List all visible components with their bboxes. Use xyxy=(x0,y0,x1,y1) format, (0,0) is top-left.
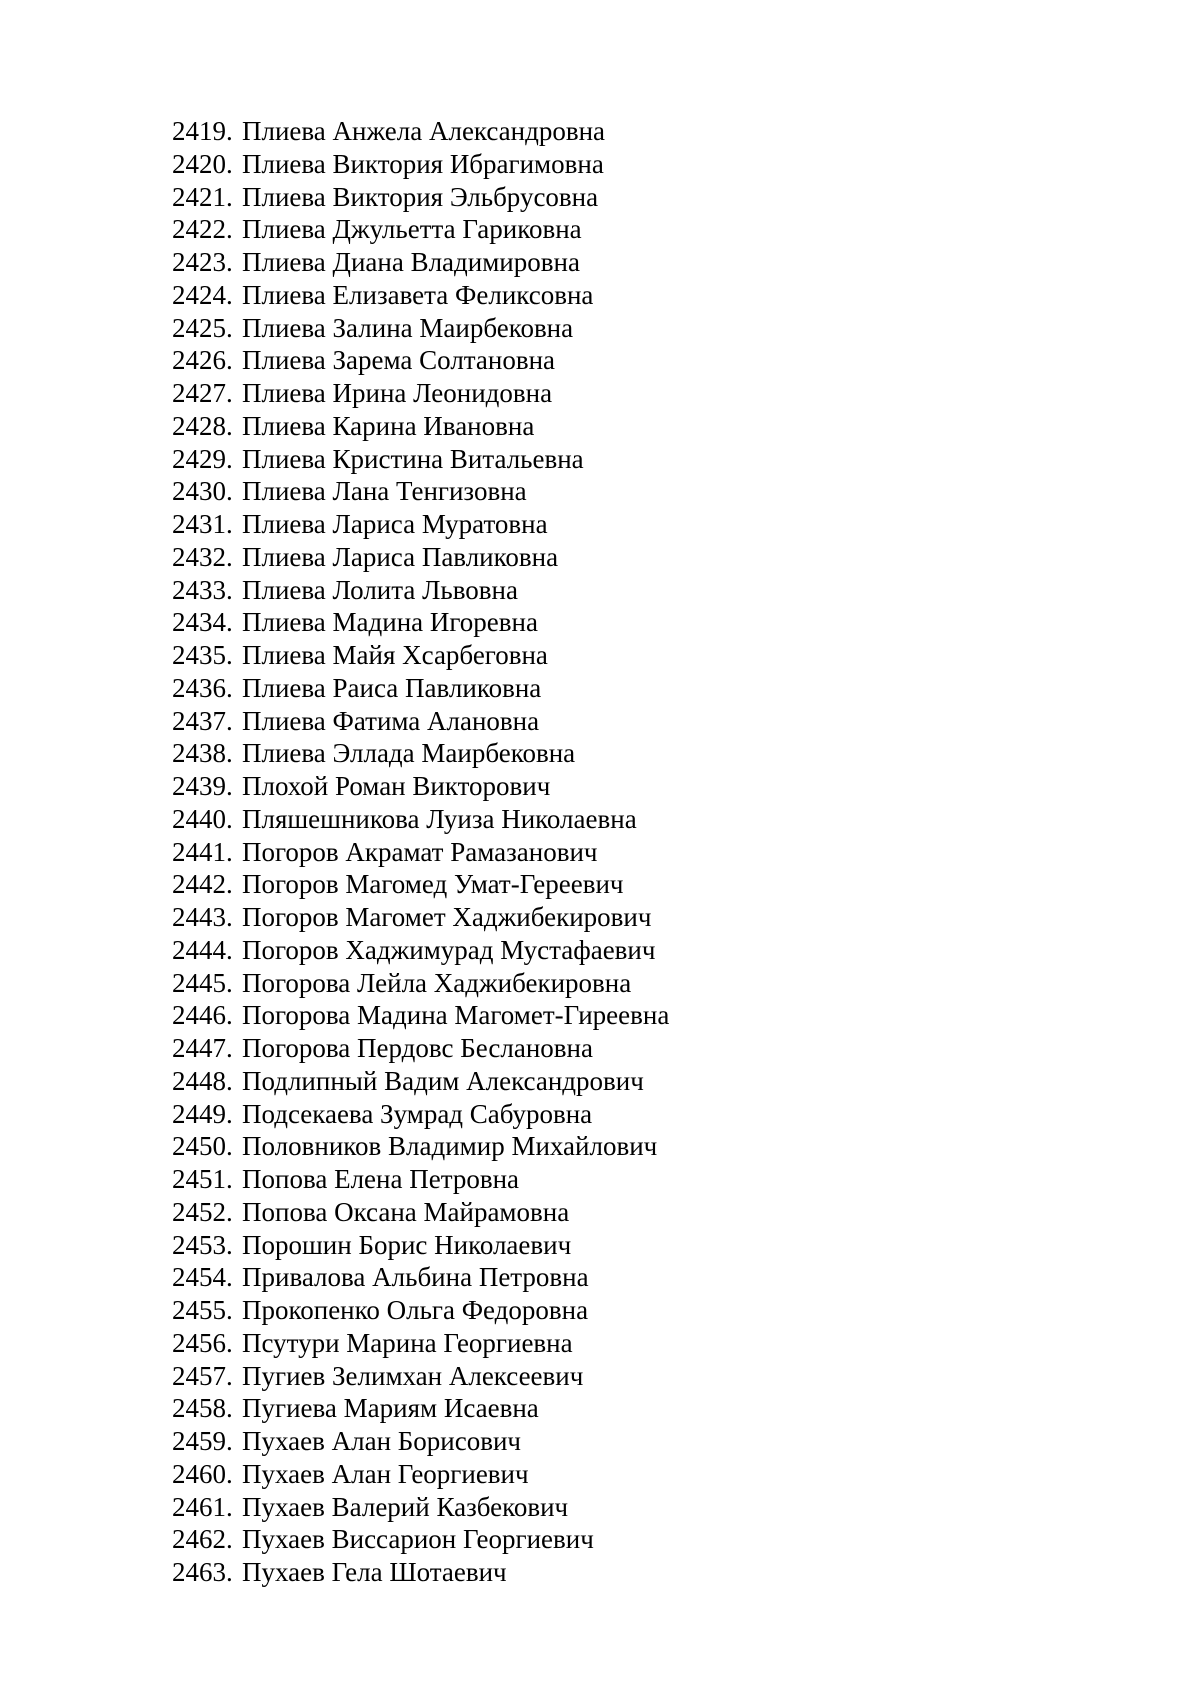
entry-name: Плиева Джульетта Гариковна xyxy=(242,214,582,245)
entry-number: 2458. xyxy=(172,1393,233,1424)
entry-number: 2441. xyxy=(172,836,233,867)
list-item xyxy=(172,934,669,967)
list-item xyxy=(172,1130,669,1163)
list-item xyxy=(172,1523,669,1556)
list-item xyxy=(172,967,669,1000)
entry-name: Пухаев Алан Борисович xyxy=(242,1426,521,1456)
entry-name: Плиева Виктория Ибрагимовна xyxy=(242,148,604,179)
list-item xyxy=(172,410,669,443)
entry-number: 2463. xyxy=(172,1557,233,1587)
entry-number: 2423. xyxy=(172,247,233,277)
entry-number: 2443. xyxy=(172,902,233,932)
entry-name: Погоров Акрамат Рамазанович xyxy=(242,836,598,867)
entry-name: Плиева Майя Хсарбеговна xyxy=(242,640,548,670)
entry-number: 2430. xyxy=(172,476,233,507)
entry-name: Попова Елена Петровна xyxy=(242,1164,520,1194)
list-item xyxy=(172,836,669,869)
entry-number: 2455. xyxy=(172,1295,233,1325)
list-item xyxy=(172,443,669,476)
entry-number: 2439. xyxy=(172,771,233,801)
entry-name: Пухаев Алан Георгиевич xyxy=(242,1458,529,1489)
entry-number: 2445. xyxy=(172,967,233,998)
list-item xyxy=(172,999,669,1032)
entry-number: 2460. xyxy=(172,1458,233,1489)
entry-name: Плиева Кристина Витальевна xyxy=(242,443,584,474)
list-item xyxy=(172,1098,669,1131)
entry-name: Пугиев Зелимхан Алексеевич xyxy=(242,1360,584,1391)
entry-number: 2434. xyxy=(172,607,233,638)
entry-name: Плиева Эллада Маирбековна xyxy=(242,738,576,769)
list-item xyxy=(172,1163,669,1196)
entry-name: Порошин Борис Николаевич xyxy=(242,1229,572,1260)
list-item xyxy=(172,1327,669,1360)
entry-number: 2425. xyxy=(172,312,233,343)
name-list xyxy=(172,115,669,1589)
entry-name: Погоров Магомет Хаджибекирович xyxy=(242,902,652,932)
entry-name: Плиева Зарема Солтановна xyxy=(242,345,556,376)
list-item xyxy=(172,475,669,508)
entry-number: 2429. xyxy=(172,443,233,474)
list-item xyxy=(172,1425,669,1458)
entry-number: 2432. xyxy=(172,541,233,572)
entry-name: Плиева Залина Маирбековна xyxy=(242,312,574,343)
entry-name: Плиева Лолита Львовна xyxy=(242,574,518,605)
list-item xyxy=(172,574,669,607)
entry-number: 2421. xyxy=(172,181,233,212)
entry-number: 2461. xyxy=(172,1491,233,1522)
entry-name: Пухаев Гела Шотаевич xyxy=(242,1557,507,1587)
entry-number: 2446. xyxy=(172,1000,233,1031)
list-item xyxy=(172,148,669,181)
entry-number: 2456. xyxy=(172,1327,233,1358)
entry-name: Подлипный Вадим Александрович xyxy=(242,1065,644,1096)
entry-name: Пляшешникова Луиза Николаевна xyxy=(242,803,637,834)
entry-number: 2428. xyxy=(172,410,233,441)
list-item xyxy=(172,1229,669,1262)
list-item xyxy=(172,868,669,901)
entry-name: Псутури Марина Георгиевна xyxy=(242,1327,573,1358)
entry-name: Погоров Хаджимурад Мустафаевич xyxy=(242,934,656,965)
entry-name: Плиева Виктория Эльбрусовна xyxy=(242,181,599,212)
entry-number: 2448. xyxy=(172,1065,233,1096)
entry-name: Прокопенко Ольга Федоровна xyxy=(242,1295,589,1325)
list-item xyxy=(172,312,669,345)
entry-number: 2459. xyxy=(172,1426,233,1456)
list-item xyxy=(172,1360,669,1393)
entry-number: 2450. xyxy=(172,1131,233,1162)
entry-number: 2449. xyxy=(172,1098,233,1129)
entry-number: 2419. xyxy=(172,116,233,146)
list-item xyxy=(172,1032,669,1065)
entry-number: 2438. xyxy=(172,738,233,769)
list-item xyxy=(172,639,669,672)
list-item xyxy=(172,1458,669,1491)
entry-number: 2420. xyxy=(172,148,233,179)
list-item xyxy=(172,1196,669,1229)
list-item xyxy=(172,115,669,148)
entry-number: 2431. xyxy=(172,509,233,539)
list-item xyxy=(172,1294,669,1327)
list-item xyxy=(172,901,669,934)
list-item xyxy=(172,1556,669,1589)
entry-number: 2444. xyxy=(172,934,233,965)
list-item xyxy=(172,1065,669,1098)
entry-name: Пухаев Виссарион Георгиевич xyxy=(242,1524,594,1555)
list-item xyxy=(172,213,669,246)
list-item xyxy=(172,541,669,574)
entry-name: Погорова Мадина Магомет-Гиреевна xyxy=(242,1000,670,1031)
entry-name: Плиева Лана Тенгизовна xyxy=(242,476,527,507)
entry-number: 2440. xyxy=(172,803,233,834)
list-item xyxy=(172,770,669,803)
entry-name: Попова Оксана Майрамовна xyxy=(242,1196,570,1227)
list-item xyxy=(172,344,669,377)
list-item xyxy=(172,705,669,738)
entry-name: Плиева Елизавета Феликсовна xyxy=(242,279,594,310)
list-item xyxy=(172,246,669,279)
entry-number: 2435. xyxy=(172,640,233,670)
entry-name: Плиева Диана Владимировна xyxy=(242,247,580,277)
list-item xyxy=(172,377,669,410)
entry-number: 2462. xyxy=(172,1524,233,1555)
list-item xyxy=(172,508,669,541)
entry-name: Пугиева Мариям Исаевна xyxy=(242,1393,539,1424)
list-item xyxy=(172,737,669,770)
entry-name: Погоров Магомед Умат-Гереевич xyxy=(242,869,624,900)
entry-name: Плиева Раиса Павликовна xyxy=(242,672,542,703)
list-item xyxy=(172,672,669,705)
list-item xyxy=(172,181,669,214)
entry-name: Плиева Анжела Александровна xyxy=(242,116,606,146)
list-item xyxy=(172,279,669,312)
entry-number: 2433. xyxy=(172,574,233,605)
entry-number: 2451. xyxy=(172,1164,233,1194)
entry-number: 2453. xyxy=(172,1229,233,1260)
entry-name: Плиева Лариса Павликовна xyxy=(242,541,559,572)
list-item xyxy=(172,1392,669,1425)
entry-name: Привалова Альбина Петровна xyxy=(242,1262,589,1293)
entry-number: 2437. xyxy=(172,705,233,736)
entry-name: Половников Владимир Михайлович xyxy=(242,1131,658,1162)
entry-number: 2424. xyxy=(172,279,233,310)
entry-number: 2427. xyxy=(172,378,233,408)
entry-number: 2426. xyxy=(172,345,233,376)
entry-name: Плиева Лариса Муратовна xyxy=(242,509,548,539)
entry-number: 2442. xyxy=(172,869,233,900)
entry-name: Плиева Мадина Игоревна xyxy=(242,607,538,638)
entry-name: Плохой Роман Викторович xyxy=(242,771,551,801)
entry-number: 2457. xyxy=(172,1360,233,1391)
list-item xyxy=(172,1491,669,1524)
entry-number: 2452. xyxy=(172,1196,233,1227)
list-item xyxy=(172,803,669,836)
entry-name: Плиева Карина Ивановна xyxy=(242,410,535,441)
entry-name: Погорова Лейла Хаджибекировна xyxy=(242,967,632,998)
list-item xyxy=(172,606,669,639)
entry-name: Подсекаева Зумрад Сабуровна xyxy=(242,1098,593,1129)
entry-name: Погорова Пердовс Беслановна xyxy=(242,1033,593,1063)
entry-number: 2447. xyxy=(172,1033,233,1063)
entry-number: 2422. xyxy=(172,214,233,245)
entry-name: Плиева Ирина Леонидовна xyxy=(242,378,553,408)
entry-number: 2454. xyxy=(172,1262,233,1293)
list-item xyxy=(172,1261,669,1294)
entry-name: Пухаев Валерий Казбекович xyxy=(242,1491,569,1522)
entry-number: 2436. xyxy=(172,672,233,703)
entry-name: Плиева Фатима Алановна xyxy=(242,705,540,736)
